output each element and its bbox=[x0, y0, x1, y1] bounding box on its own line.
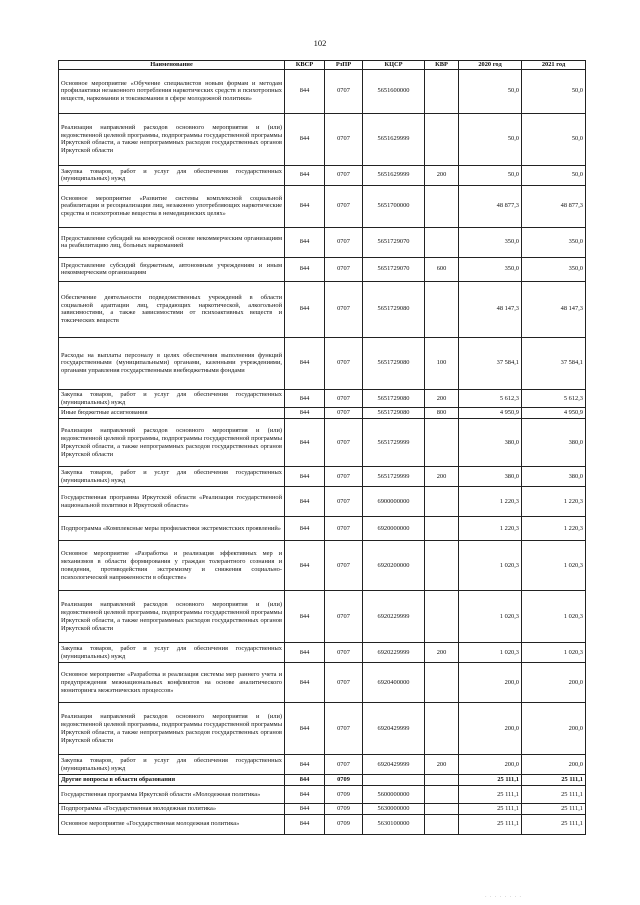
cell-kvsr: 844 bbox=[285, 165, 325, 185]
cell-kvsr: 844 bbox=[285, 113, 325, 165]
cell-name: Государственная программа Иркутской области «Реализация государственной национальной политики в Иркутской области» bbox=[59, 487, 285, 517]
cell-rzpr: 0707 bbox=[325, 591, 363, 643]
cell-kcsr: 5651729999 bbox=[363, 419, 425, 467]
cell-kcsr: 5651729999 bbox=[363, 467, 425, 487]
cell-2021: 350,0 bbox=[522, 257, 586, 281]
cell-2020: 5 612,3 bbox=[459, 389, 522, 408]
cell-rzpr: 0707 bbox=[325, 467, 363, 487]
table-row bbox=[59, 69, 586, 113]
cell-2021: 200,0 bbox=[522, 703, 586, 755]
cell-kvr bbox=[425, 814, 459, 834]
cell-kcsr: 6920229999 bbox=[363, 591, 425, 643]
cell-name: Закупка товаров, работ и услуг для обеспечения государственных (муниципальных) нужд bbox=[59, 389, 285, 408]
table-row bbox=[59, 703, 586, 755]
cell-2020: 37 584,1 bbox=[459, 337, 522, 389]
cell-name: Реализация направлений расходов основного мероприятия и (или) ведомственной целевой программы, подпрограммы государственной программы Иркутской области, а также непрограммных расходов государственных органов Иркутской области bbox=[59, 419, 285, 467]
header-2020: 2020 год bbox=[459, 61, 522, 70]
budget-table bbox=[58, 60, 586, 835]
cell-kvsr: 844 bbox=[285, 663, 325, 703]
cell-kvr: 200 bbox=[425, 643, 459, 663]
cell-name: Основное мероприятие «Государственная молодежная политика» bbox=[59, 814, 285, 834]
cell-rzpr: 0707 bbox=[325, 389, 363, 408]
cell-2021: 50,0 bbox=[522, 69, 586, 113]
header-rzpr: РзПР bbox=[325, 61, 363, 70]
cell-kvr: 200 bbox=[425, 165, 459, 185]
cell-kvsr: 844 bbox=[285, 814, 325, 834]
cell-kvsr: 844 bbox=[285, 487, 325, 517]
cell-kcsr: 6920429999 bbox=[363, 755, 425, 775]
cell-rzpr: 0707 bbox=[325, 69, 363, 113]
cell-name: Иные бюджетные ассигнования bbox=[59, 408, 285, 419]
cell-rzpr: 0707 bbox=[325, 643, 363, 663]
cell-kvr bbox=[425, 419, 459, 467]
table-row bbox=[59, 185, 586, 227]
cell-rzpr: 0707 bbox=[325, 185, 363, 227]
cell-2020: 350,0 bbox=[459, 257, 522, 281]
cell-kvr bbox=[425, 281, 459, 337]
cell-rzpr: 0707 bbox=[325, 227, 363, 257]
cell-kcsr: 5651700000 bbox=[363, 185, 425, 227]
table-row bbox=[59, 775, 586, 786]
cell-kcsr: 5600000000 bbox=[363, 786, 425, 804]
cell-kvsr: 844 bbox=[285, 643, 325, 663]
cell-name: Закупка товаров, работ и услуг для обеспечения государственных (муниципальных) нужд bbox=[59, 165, 285, 185]
cell-name: Подпрограмма «Государственная молодежная политика» bbox=[59, 804, 285, 815]
table-row bbox=[59, 541, 586, 591]
cell-rzpr: 0709 bbox=[325, 775, 363, 786]
cell-kvr bbox=[425, 517, 459, 541]
cell-kvr bbox=[425, 113, 459, 165]
cell-2020: 50,0 bbox=[459, 113, 522, 165]
cell-2020: 25 111,1 bbox=[459, 786, 522, 804]
cell-kcsr: 6920429999 bbox=[363, 703, 425, 755]
table-row bbox=[59, 814, 586, 834]
cell-kvsr: 844 bbox=[285, 541, 325, 591]
table-row bbox=[59, 663, 586, 703]
table-row bbox=[59, 804, 586, 815]
cell-kvr bbox=[425, 663, 459, 703]
cell-kvsr: 844 bbox=[285, 804, 325, 815]
table-row bbox=[59, 419, 586, 467]
cell-name: Основное мероприятие «Разработка и реализация системы мер раннего учета и предупреждения межнациональных конфликтов на основе аналитического мониторинга межэтнических процессов» bbox=[59, 663, 285, 703]
cell-kcsr: 5651629999 bbox=[363, 165, 425, 185]
cell-2021: 200,0 bbox=[522, 755, 586, 775]
cell-kcsr: 5651729070 bbox=[363, 227, 425, 257]
cell-2021: 25 111,1 bbox=[522, 786, 586, 804]
cell-kcsr: 5651729070 bbox=[363, 257, 425, 281]
cell-2021: 1 020,3 bbox=[522, 541, 586, 591]
table-row bbox=[59, 389, 586, 408]
table-row bbox=[59, 467, 586, 487]
cell-name: Предоставление субсидий бюджетным, автономным учреждениям и иным некоммерческим организациям bbox=[59, 257, 285, 281]
cell-kvsr: 844 bbox=[285, 591, 325, 643]
cell-kvr bbox=[425, 703, 459, 755]
cell-rzpr: 0707 bbox=[325, 165, 363, 185]
cell-name: Основное мероприятие «Развитие системы комплексной социальной реабилитации и ресоциализации лиц, незаконно употребляющих наркотические средства и психотропные вещества в немедицинских целях» bbox=[59, 185, 285, 227]
cell-2020: 350,0 bbox=[459, 227, 522, 257]
cell-2020: 1 020,3 bbox=[459, 643, 522, 663]
cell-kvr: 600 bbox=[425, 257, 459, 281]
cell-kvr bbox=[425, 775, 459, 786]
cell-kvr: 800 bbox=[425, 408, 459, 419]
cell-2021: 200,0 bbox=[522, 663, 586, 703]
cell-kcsr: 5651629999 bbox=[363, 113, 425, 165]
cell-name: Закупка товаров, работ и услуг для обеспечения государственных (муниципальных) нужд bbox=[59, 467, 285, 487]
cell-2020: 380,0 bbox=[459, 419, 522, 467]
cell-2021: 50,0 bbox=[522, 165, 586, 185]
cell-kvr: 100 bbox=[425, 337, 459, 389]
cell-kvsr: 844 bbox=[285, 755, 325, 775]
cell-2020: 25 111,1 bbox=[459, 814, 522, 834]
cell-kvsr: 844 bbox=[285, 281, 325, 337]
cell-kvr bbox=[425, 185, 459, 227]
cell-2020: 1 020,3 bbox=[459, 591, 522, 643]
cell-kvr bbox=[425, 227, 459, 257]
cell-kvr: 200 bbox=[425, 389, 459, 408]
table-row bbox=[59, 281, 586, 337]
cell-rzpr: 0707 bbox=[325, 408, 363, 419]
cell-kcsr: 6920400000 bbox=[363, 663, 425, 703]
table-row bbox=[59, 786, 586, 804]
cell-2021: 25 111,1 bbox=[522, 775, 586, 786]
cell-2021: 25 111,1 bbox=[522, 814, 586, 834]
cell-kvsr: 844 bbox=[285, 419, 325, 467]
cell-kcsr: 5651729080 bbox=[363, 389, 425, 408]
cell-rzpr: 0707 bbox=[325, 517, 363, 541]
cell-kvsr: 844 bbox=[285, 517, 325, 541]
cell-kvr bbox=[425, 786, 459, 804]
cell-rzpr: 0707 bbox=[325, 487, 363, 517]
cell-kcsr: 6920000000 bbox=[363, 517, 425, 541]
cell-rzpr: 0709 bbox=[325, 786, 363, 804]
cell-kvsr: 844 bbox=[285, 786, 325, 804]
cell-2020: 200,0 bbox=[459, 755, 522, 775]
cell-kcsr: 6920229999 bbox=[363, 643, 425, 663]
cell-2020: 200,0 bbox=[459, 663, 522, 703]
cell-2021: 48 147,3 bbox=[522, 281, 586, 337]
cell-2020: 4 950,9 bbox=[459, 408, 522, 419]
cell-kvr bbox=[425, 487, 459, 517]
cell-2020: 48 147,3 bbox=[459, 281, 522, 337]
page-number: 102 bbox=[313, 38, 327, 48]
cell-kvr bbox=[425, 804, 459, 815]
table-row bbox=[59, 227, 586, 257]
cell-rzpr: 0707 bbox=[325, 257, 363, 281]
cell-name: Основное мероприятие «Обучение специалистов новым формам и методам профилактики незаконного потребления наркотических средств и психотропных веществ, наркомании и токсикомании в сфере молодежной политики» bbox=[59, 69, 285, 113]
cell-2020: 48 877,3 bbox=[459, 185, 522, 227]
table-row bbox=[59, 517, 586, 541]
cell-2020: 50,0 bbox=[459, 69, 522, 113]
cell-name: Реализация направлений расходов основного мероприятия и (или) ведомственной целевой программы, подпрограммы государственной программы Иркутской области, а также непрограммных расходов государственных органов Иркутской области bbox=[59, 703, 285, 755]
cell-2021: 1 220,3 bbox=[522, 517, 586, 541]
table-row bbox=[59, 337, 586, 389]
cell-2021: 5 612,3 bbox=[522, 389, 586, 408]
cell-name: Закупка товаров, работ и услуг для обеспечения государственных (муниципальных) нужд bbox=[59, 643, 285, 663]
header-kcsr: КЦСР bbox=[363, 61, 425, 70]
cell-kvsr: 844 bbox=[285, 337, 325, 389]
cell-rzpr: 0707 bbox=[325, 281, 363, 337]
cell-2020: 50,0 bbox=[459, 165, 522, 185]
cell-2021: 4 950,9 bbox=[522, 408, 586, 419]
table-row bbox=[59, 257, 586, 281]
table-row bbox=[59, 165, 586, 185]
header-kvr: КВР bbox=[425, 61, 459, 70]
cell-rzpr: 0709 bbox=[325, 804, 363, 815]
table-row bbox=[59, 113, 586, 165]
cell-name: Расходы на выплаты персоналу в целях обеспечения выполнения функций государственными (муниципальными) органами, казенными учреждениями, органами управления государственными внебюджетными фондами bbox=[59, 337, 285, 389]
cell-rzpr: 0707 bbox=[325, 541, 363, 591]
cell-kvr bbox=[425, 591, 459, 643]
cell-2021: 380,0 bbox=[522, 419, 586, 467]
cell-kvsr: 844 bbox=[285, 185, 325, 227]
cell-kvsr: 844 bbox=[285, 775, 325, 786]
cell-kvr bbox=[425, 69, 459, 113]
cell-kcsr: 6900000000 bbox=[363, 487, 425, 517]
cell-2021: 1 020,3 bbox=[522, 643, 586, 663]
header-kvsr: КВСР bbox=[285, 61, 325, 70]
cell-kvsr: 844 bbox=[285, 467, 325, 487]
cell-kcsr bbox=[363, 775, 425, 786]
table-row bbox=[59, 591, 586, 643]
cell-kvsr: 844 bbox=[285, 389, 325, 408]
cell-2020: 200,0 bbox=[459, 703, 522, 755]
table-row bbox=[59, 755, 586, 775]
cell-kcsr: 5651729080 bbox=[363, 337, 425, 389]
table-row bbox=[59, 408, 586, 419]
cell-kcsr: 6920200000 bbox=[363, 541, 425, 591]
cell-kvr: 200 bbox=[425, 467, 459, 487]
cell-2020: 25 111,1 bbox=[459, 775, 522, 786]
cell-2021: 48 877,3 bbox=[522, 185, 586, 227]
cell-rzpr: 0707 bbox=[325, 755, 363, 775]
cell-kvsr: 844 bbox=[285, 69, 325, 113]
cell-kcsr: 5651729080 bbox=[363, 408, 425, 419]
cell-2021: 380,0 bbox=[522, 467, 586, 487]
cell-kvr bbox=[425, 541, 459, 591]
cell-kvr: 200 bbox=[425, 755, 459, 775]
cell-2021: 37 584,1 bbox=[522, 337, 586, 389]
cell-name: Подпрограмма «Комплексные меры профилактики экстремистских проявлений» bbox=[59, 517, 285, 541]
cell-rzpr: 0709 bbox=[325, 814, 363, 834]
table-body bbox=[59, 69, 586, 834]
cell-name: Другие вопросы в области образования bbox=[59, 775, 285, 786]
header-name: Наименование bbox=[59, 61, 285, 70]
cell-kcsr: 5651729080 bbox=[363, 281, 425, 337]
cell-kvsr: 844 bbox=[285, 703, 325, 755]
cell-2021: 1 020,3 bbox=[522, 591, 586, 643]
cell-name: Основное мероприятие «Разработка и реализация эффективных мер и механизмов в области формирования у граждан толерантного сознания и поведения, противодействия экстремизму и снижения социально-психологической напряженности в обществе» bbox=[59, 541, 285, 591]
cell-2020: 1 220,3 bbox=[459, 517, 522, 541]
cell-2021: 50,0 bbox=[522, 113, 586, 165]
cell-name: Государственная программа Иркутской области «Молодежная политика» bbox=[59, 786, 285, 804]
cell-2021: 25 111,1 bbox=[522, 804, 586, 815]
cell-2020: 380,0 bbox=[459, 467, 522, 487]
table-row bbox=[59, 487, 586, 517]
table-row bbox=[59, 643, 586, 663]
cell-rzpr: 0707 bbox=[325, 113, 363, 165]
header-2021: 2021 год bbox=[522, 61, 586, 70]
cell-kvsr: 844 bbox=[285, 408, 325, 419]
cell-kcsr: 5630000000 bbox=[363, 804, 425, 815]
cell-2021: 350,0 bbox=[522, 227, 586, 257]
cell-2020: 25 111,1 bbox=[459, 804, 522, 815]
cell-2020: 1 020,3 bbox=[459, 541, 522, 591]
table-header-row bbox=[59, 61, 586, 70]
cell-name: Закупка товаров, работ и услуг для обеспечения государственных (муниципальных) нужд bbox=[59, 755, 285, 775]
cell-2020: 1 220,3 bbox=[459, 487, 522, 517]
cell-kcsr: 5651600000 bbox=[363, 69, 425, 113]
cell-rzpr: 0707 bbox=[325, 419, 363, 467]
cell-rzpr: 0707 bbox=[325, 663, 363, 703]
cell-rzpr: 0707 bbox=[325, 703, 363, 755]
cell-kvsr: 844 bbox=[285, 227, 325, 257]
cell-rzpr: 0707 bbox=[325, 337, 363, 389]
cell-name: Обеспечение деятельности подведомственных учреждений в области социальной адаптации лиц, страдающих наркотической, алкогольной зависимостями, а также зависимостями от психоактивных веществ и токсических веществ bbox=[59, 281, 285, 337]
cell-2021: 1 220,3 bbox=[522, 487, 586, 517]
scan-artifact: · · · · · · · · bbox=[485, 895, 523, 900]
cell-name: Реализация направлений расходов основного мероприятия и (или) ведомственной целевой программы, подпрограммы государственной программы Иркутской области, а также непрограммных расходов государственных органов Иркутской области bbox=[59, 591, 285, 643]
cell-name: Реализация направлений расходов основного мероприятия и (или) ведомственной целевой программы, подпрограммы государственной программы Иркутской области, а также непрограммных расходов государственных органов Иркутской области bbox=[59, 113, 285, 165]
cell-kvsr: 844 bbox=[285, 257, 325, 281]
cell-kcsr: 5630100000 bbox=[363, 814, 425, 834]
cell-name: Предоставление субсидий на конкурсной основе некоммерческим организациям на реабилитацию лиц, больных наркоманией bbox=[59, 227, 285, 257]
